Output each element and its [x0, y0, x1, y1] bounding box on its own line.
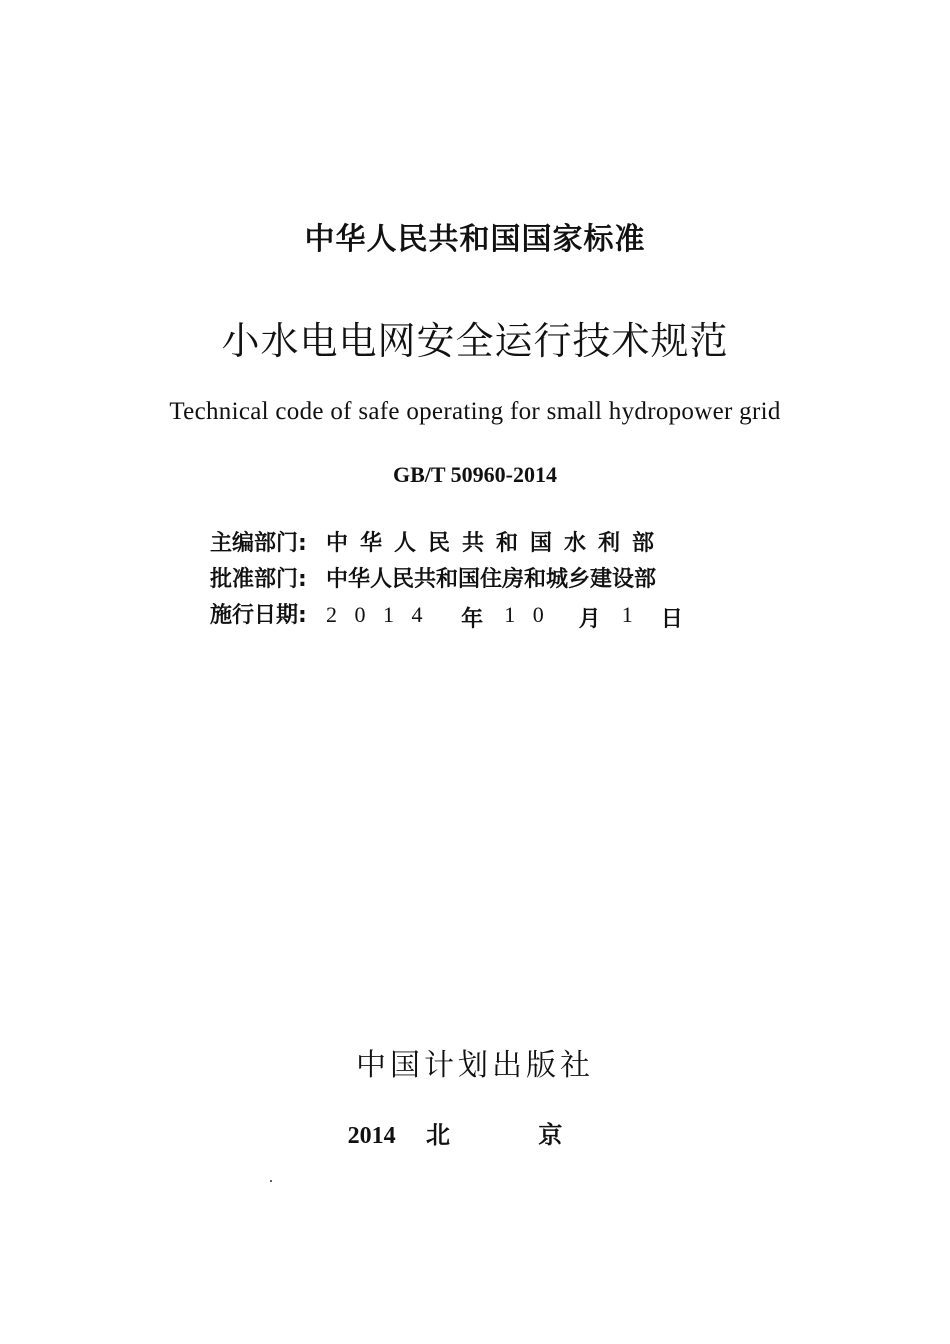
- effective-year: 2 0 1 4: [326, 602, 429, 627]
- editor-row: [210, 526, 704, 562]
- approver-row: [210, 562, 704, 598]
- metadata-block: [210, 526, 704, 634]
- publisher-name: 中国计划出版社: [356, 1048, 594, 1083]
- english-title: Technical code of safe operating for small hydropower grid: [169, 398, 781, 425]
- effective-date-value: [326, 602, 704, 633]
- publication-city: 北 京: [426, 1121, 603, 1149]
- effective-day: 1: [621, 602, 633, 627]
- editor-label: 主编部门:: [210, 531, 307, 556]
- approver-value: 中华人民共和国住房和城乡建设部: [326, 567, 657, 592]
- chinese-title: 小水电电网安全运行技术规范: [221, 319, 729, 363]
- effective-date-row: [210, 598, 704, 634]
- effective-day-unit: 日: [660, 607, 683, 632]
- standard-series-heading: 中华人民共和国国家标准: [304, 222, 646, 257]
- effective-year-unit: 年: [461, 607, 484, 632]
- effective-month: 1 0: [504, 602, 550, 627]
- scan-speck: [270, 1180, 272, 1182]
- effective-date-label: 施行日期:: [210, 603, 307, 628]
- effective-month-unit: 月: [578, 607, 601, 632]
- approver-label: 批准部门:: [210, 567, 307, 592]
- publication-year: 2014: [347, 1123, 396, 1149]
- editor-value: 中华人民共和国水利部: [326, 531, 667, 556]
- standard-code: GB/T 50960-2014: [392, 462, 557, 487]
- publication-year-place: [0, 1115, 950, 1150]
